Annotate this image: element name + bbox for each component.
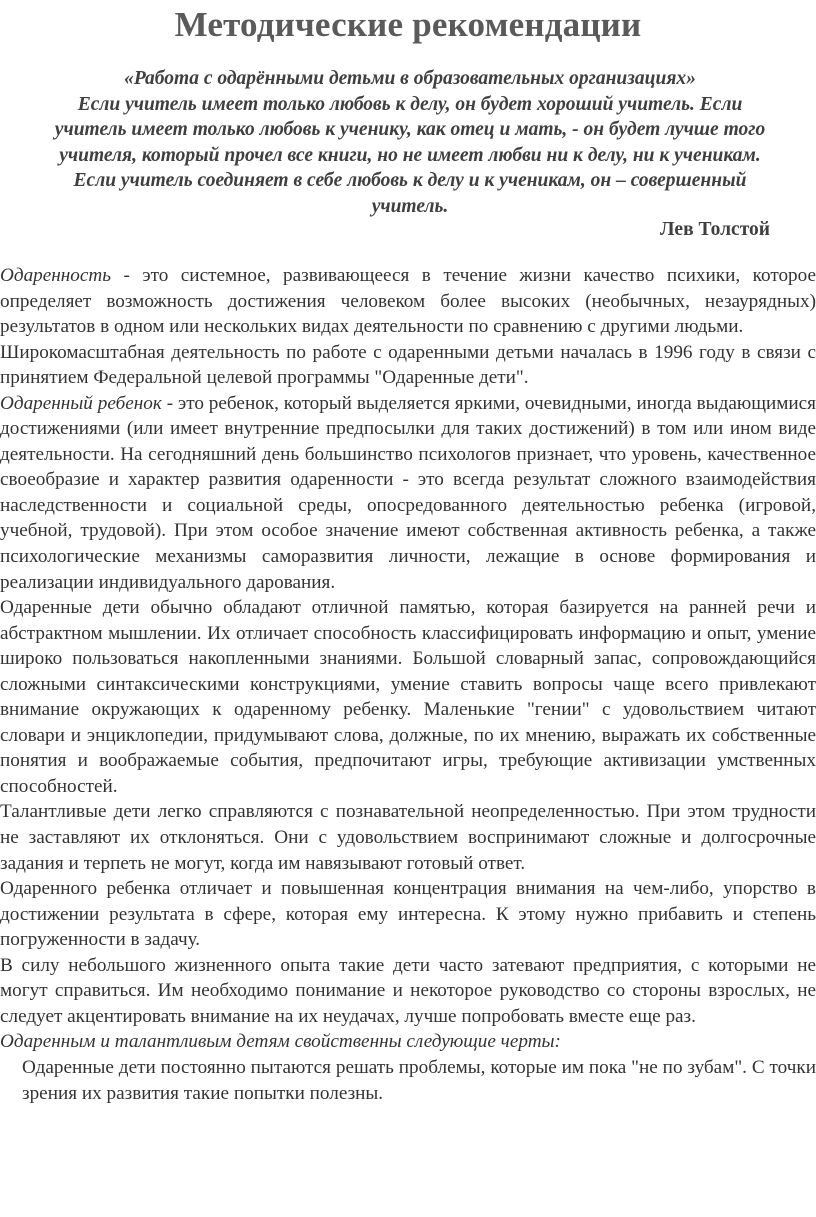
paragraph-gifted-child <box>0 391 816 595</box>
epigraph-author: Лев Толстой <box>660 219 770 240</box>
definition-giftedness: - это системное, развивающееся в течение жизни качество психики, которое определяет возможность достижения человеком более высоких (необычных, незаурядных) результатов в одном или нескольких видах деятельности по сравнению с другими людьми. <box>0 265 816 338</box>
paragraph-memory: Одаренные дети обычно обладают отличной памятью, которая базируется на ранней речи и абстрактном мышлении. Их отличает способность классифицировать информацию и опыт, умение широко пользоваться накопленными знаниями. Большой словарный запас, сопровождающийся сложными синтаксическими конструкциями, умение ставить вопросы чаще всего привлекают внимание окружающих к одаренному ребенку. Маленькие "гении" с удовольствием читают словари и энциклопедии, придумывают слова, должные, по их мнению, выражать их собственные понятия и воображаемые события, предпочитают игры, требующие активизации умственных способностей. <box>0 597 816 797</box>
document-body <box>0 263 816 1106</box>
definition-gifted-child: - это ребенок, который выделяется яркими, очевидными, иногда выдающимися достижениями (или имеет внутренние предпосылки для таких достижений) в том или ином виде деятельности. На сегодняшний день большинство психологов признает, что уровень, качественное своеобразие и характер развития одаренности - это всегда результат сложного взаимодействия наследственности и социальной среды, опосредованного деятельностью ребенка (игровой, учебной, трудовой). При этом особое значение имеют собственная активность ребенка, а также психологические механизмы саморазвития личности, лежащие в основе формирования и реализации индивидуального дарования. <box>0 392 816 593</box>
traits-heading: Одаренным и талантливым детям свойственны следующие черты: <box>0 1031 561 1053</box>
epigraph-quote: Если учитель имеет только любовь к делу, он будет хороший учитель. Если учитель имеет только любовь к ученику, как отец и мать, - он будет лучше того учителя, который прочел все книги, но не имеет любви ни к делу, ни к ученикам. Если учитель соединяет в себе любовь к делу и к ученикам, он – совершенный учитель. <box>54 93 766 217</box>
term-gifted-child: Одаренный ребенок <box>0 392 162 414</box>
paragraph-traits-problems: Одаренные дети постоянно пытаются решать проблемы, которые им пока "не по зубам". С точки зрения их развития такие попытки полезны. <box>22 1056 816 1104</box>
paragraph-concentration: Одаренного ребенка отличает и повышенная концентрация внимания на чем-либо, упорство в достижении результата в сфере, которая ему интересна. К этому нужно прибавить и степень погруженности в задачу. <box>0 878 816 951</box>
paragraph-uncertainty: Талантливые дети легко справляются с познавательной неопределенностью. При этом трудности не заставляют их отклоняться. Они с удовольствием воспринимают сложные и долгосрочные задания и терпеть не могут, когда им навязывают готовый ответ. <box>0 801 816 874</box>
paragraph-experience: В силу небольшого жизненного опыта такие дети часто затевают предприятия, с которыми не могут справиться. Им необходимо понимание и некоторое руководство со стороны взрослых, не следует акцентировать внимание на их неудачах, лучше попробовать вместе еще раз. <box>0 954 816 1027</box>
term-giftedness: Одаренность <box>0 265 112 286</box>
paragraph-giftedness <box>0 263 816 340</box>
epigraph <box>40 66 780 219</box>
paragraph-history: Широкомасштабная деятельность по работе с одаренными детьми началась в 1996 году в связи с принятием Федеральной целевой программы "Одаренные дети". <box>0 341 816 389</box>
epigraph-subtitle: «Работа с одарёнными детьми в образовательных организациях» <box>124 68 696 89</box>
page-title: Методические рекомендации <box>174 5 642 44</box>
